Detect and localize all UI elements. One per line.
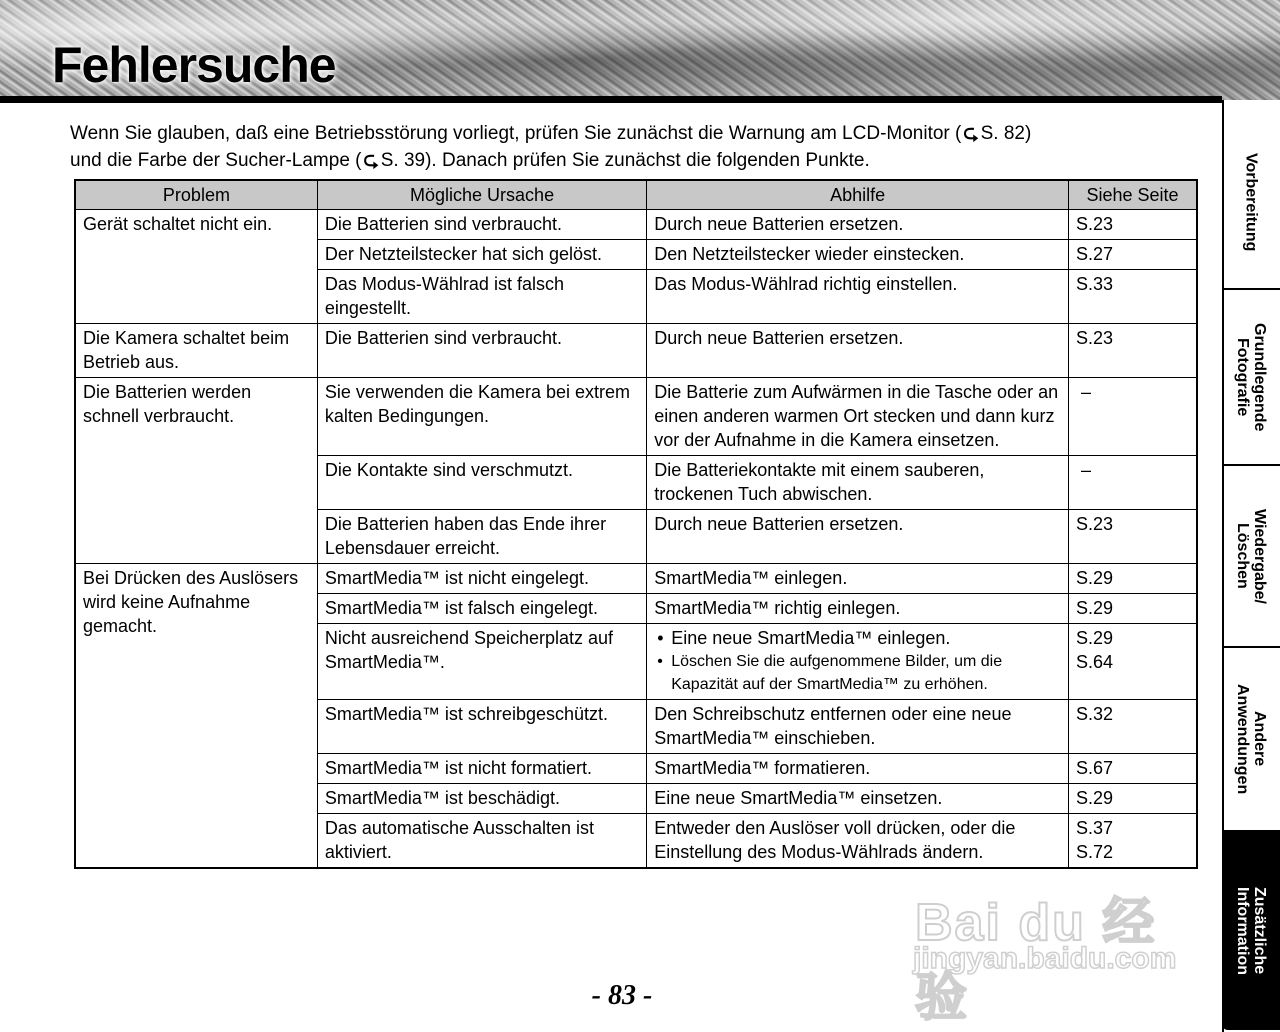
column-header-cause: Mögliche Ursache	[317, 180, 646, 210]
remedy-cell: Den Netzteilstecker wieder einstecken.	[647, 240, 1069, 270]
cause-cell: Die Kontakte sind verschmutzt.	[317, 456, 646, 510]
tab-label: Vorbereitung	[1242, 152, 1260, 252]
remedy-cell: Das Modus-Wählrad richtig einstellen.	[647, 270, 1069, 324]
cause-cell: Die Batterien sind verbraucht.	[317, 324, 646, 378]
page-reference-arrow-icon: ⮎	[963, 123, 979, 144]
cause-cell: Der Netzteilstecker hat sich gelöst.	[317, 240, 646, 270]
cause-cell: SmartMedia™ ist beschädigt.	[317, 784, 646, 814]
cause-cell: Die Batterien sind verbraucht.	[317, 210, 646, 240]
watermark-url: jingyan.baidu.com	[913, 942, 1177, 975]
intro-paragraph	[70, 120, 1210, 174]
page-reference-cell: S.23	[1069, 510, 1197, 564]
remedy-list-item: • Eine neue SmartMedia™ einlegen.	[654, 626, 1062, 650]
tab-andere-anwendungen[interactable]	[1222, 646, 1280, 830]
header-rule	[0, 96, 1222, 103]
tab-label: Wiedergabe/ Löschen	[1234, 508, 1268, 604]
tab-vorbereitung[interactable]	[1222, 112, 1280, 292]
problem-cell: Bei Drücken des Auslösers wird keine Aufnahme gemacht.	[75, 564, 317, 869]
page-reference: S.37	[1076, 818, 1114, 838]
intro-line2-text: und die Farbe der Sucher-Lampe (	[70, 150, 362, 171]
tab-label: Grundlegende Fotografie	[1234, 322, 1268, 432]
page-reference: S.29	[1076, 628, 1114, 648]
remedy-cell: Durch neue Batterien ersetzen.	[647, 510, 1069, 564]
cause-cell: Die Batterien haben das Ende ihrer Lebensdauer erreicht.	[317, 510, 646, 564]
cause-cell: SmartMedia™ ist nicht formatiert.	[317, 754, 646, 784]
remedy-cell: SmartMedia™ einlegen.	[647, 564, 1069, 594]
remedy-list-item: • Löschen Sie die aufgenommene Bilder, um die Kapazität auf der SmartMedia™ zu erhöhen.	[654, 650, 1062, 696]
page-title: Fehlersuche	[52, 37, 336, 93]
problem-cell: Die Kamera schaltet beim Betrieb aus.	[75, 324, 317, 378]
remedy-cell: Durch neue Batterien ersetzen.	[647, 324, 1069, 378]
problem-cell: Die Batterien werden schnell verbraucht.	[75, 378, 317, 564]
cause-cell: SmartMedia™ ist schreibgeschützt.	[317, 700, 646, 754]
cause-cell: Sie verwenden die Kamera bei extrem kalten Bedingungen.	[317, 378, 646, 456]
intro-line1-ref: S. 82)	[980, 123, 1032, 144]
remedy-cell: SmartMedia™ formatieren.	[647, 754, 1069, 784]
baidu-watermark	[905, 860, 1205, 1027]
remedy-cell: Die Batteriekontakte mit einem sauberen, trockenen Tuch abwischen.	[647, 456, 1069, 510]
remedy-cell: Die Batterie zum Aufwärmen in die Tasche oder an einen anderen warmen Ort stecken und dann kurz vor der Aufnahme in die Kamera einsetzen.	[647, 378, 1069, 456]
page-reference: S.64	[1076, 652, 1114, 672]
cause-cell: Das Modus-Wählrad ist falsch eingestellt.	[317, 270, 646, 324]
intro-line1-text: Wenn Sie glauben, daß eine Betriebsstörung vorliegt, prüfen Sie zunächst die Warnung am LCD-Monitor (	[70, 123, 962, 144]
remedy-cell: Den Schreibschutz entfernen oder eine neue SmartMedia™ einschieben.	[647, 700, 1069, 754]
problem-cell: Gerät schaltet nicht ein.	[75, 210, 317, 324]
tab-label: Zusätzliche Information	[1234, 887, 1268, 975]
page-reference-cell: S.33	[1069, 270, 1197, 324]
page-reference-cell: S.29	[1069, 784, 1197, 814]
cause-cell: Das automatische Ausschalten ist aktiviert.	[317, 814, 646, 869]
remedy-cell: SmartMedia™ richtig einlegen.	[647, 594, 1069, 624]
tab-label: Andere Anwendungen	[1234, 683, 1268, 795]
column-header-remedy: Abhilfe	[647, 180, 1069, 210]
page-reference-cell: S.29	[1069, 564, 1197, 594]
remedy-cell	[647, 624, 1069, 700]
page-reference-cell: S.23	[1069, 324, 1197, 378]
page-reference-cell: S.29	[1069, 594, 1197, 624]
table-row	[75, 378, 1197, 456]
page-reference-cell: S.27	[1069, 240, 1197, 270]
page-reference-cell: S.23	[1069, 210, 1197, 240]
table-row	[75, 564, 1197, 594]
page-reference-cell	[1069, 814, 1197, 869]
table-row	[75, 210, 1197, 240]
cause-cell: Nicht ausreichend Speicherplatz auf SmartMedia™.	[317, 624, 646, 700]
page-reference-cell: S.32	[1069, 700, 1197, 754]
remedy-list	[654, 626, 1062, 696]
page-reference: S.72	[1076, 842, 1114, 862]
tab-wiedergabe-loeschen[interactable]	[1222, 464, 1280, 646]
remedy-cell: Eine neue SmartMedia™ einsetzen.	[647, 784, 1069, 814]
column-header-problem: Problem	[75, 180, 317, 210]
tab-grundlegende-fotografie[interactable]	[1222, 288, 1280, 464]
remedy-cell: Durch neue Batterien ersetzen.	[647, 210, 1069, 240]
cause-cell: SmartMedia™ ist falsch eingelegt.	[317, 594, 646, 624]
page-reference-cell: –	[1069, 378, 1197, 456]
intro-line2-ref: S. 39). Danach prüfen Sie zunächst die folgenden Punkte.	[380, 150, 870, 171]
page-reference-arrow-icon: ⮎	[363, 150, 379, 171]
page-reference-cell: –	[1069, 456, 1197, 510]
troubleshooting-table	[74, 179, 1198, 869]
column-header-page: Siehe Seite	[1069, 180, 1197, 210]
page-reference-cell: S.67	[1069, 754, 1197, 784]
watermark-logo: Bai du 经验	[915, 894, 1157, 1027]
table-header-row	[75, 180, 1197, 210]
table-row	[75, 324, 1197, 378]
page-number: - 83 -	[591, 980, 653, 1011]
remedy-cell: Entweder den Auslöser voll drücken, oder die Einstellung des Modus-Wählrads ändern.	[647, 814, 1069, 869]
cause-cell: SmartMedia™ ist nicht eingelegt.	[317, 564, 646, 594]
page-reference-cell	[1069, 624, 1197, 700]
section-tabs-sidebar	[1222, 100, 1280, 1032]
